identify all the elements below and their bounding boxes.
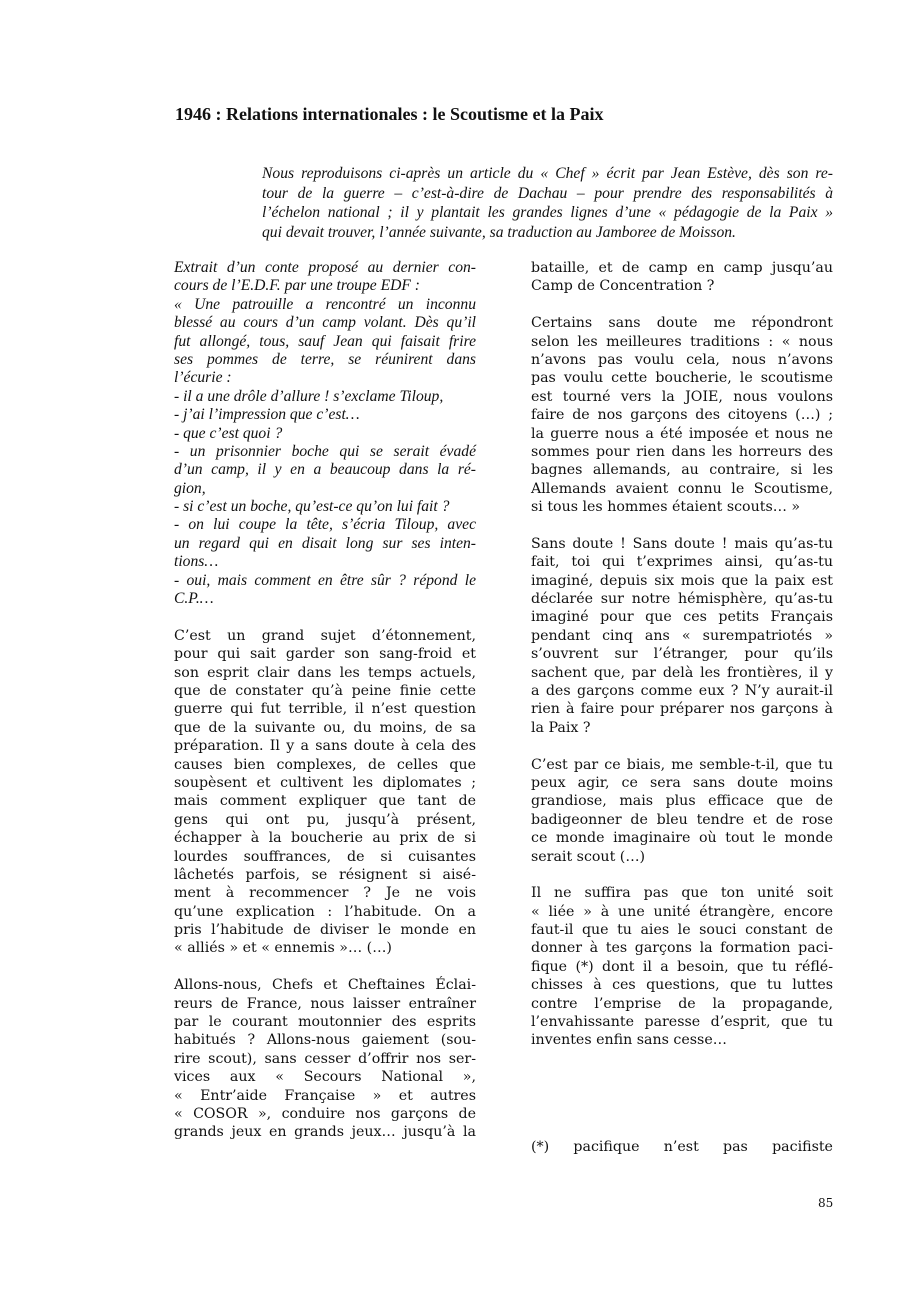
paragraph-line: Allemands avaient connu le Scoutisme, [531, 480, 833, 497]
footnote-marker: (*) [531, 1139, 550, 1155]
paragraph-line: préparation. Il y a sans doute à cela des [174, 738, 476, 755]
paragraph-line: la guerre nous a été imposée et nous ne [531, 425, 833, 442]
paragraph-line: fique (*) dont il a besoin, que tu réflé- [531, 958, 833, 975]
paragraph-line: est tourné vers la JOIE, nous voulons [531, 388, 833, 405]
excerpt-line: - on lui coupe la tête, s’écria Tiloup, avec [174, 516, 476, 534]
footnote-word: pacifiste [772, 1139, 833, 1155]
paragraph [531, 884, 833, 1050]
paragraph-line: ce monde imaginaire où tout le monde [531, 830, 833, 847]
paragraph-line: grandiose, mais plus efficace que de [531, 793, 833, 810]
footnote [531, 1139, 833, 1155]
paragraph-line: imaginé, depuis six mois que la paix est [531, 572, 833, 589]
paragraph-line: pendant cinq ans « surempatriotés » [531, 627, 833, 644]
paragraph-line: que de la suivante ou, du moins, de sa [174, 719, 476, 736]
paragraph-line: n’avons pas voulu cela, nous n’avons [531, 351, 833, 368]
paragraph-line: gens qui ont pu, jusqu’à présent, [174, 811, 476, 828]
excerpt-line: - un prisonnier boche qui se serait évadé [174, 442, 476, 460]
paragraph-line: « COSOR », conduire nos garçons de [174, 1105, 476, 1122]
paragraph-line: C’est un grand sujet d’étonnement, [174, 627, 476, 644]
paragraph-line: lourdes souffrances, de si cuisantes [174, 848, 476, 865]
paragraph [174, 627, 476, 958]
paragraph-line: rien à faire pour préparer nos garçons à [531, 701, 833, 718]
paragraph [174, 976, 476, 1142]
excerpt-line: tions… [174, 553, 219, 571]
paragraph-line: imaginé pour que ces petits Français [531, 609, 833, 626]
paragraph-line: badigeonner de bleu tendre et de rose [531, 811, 833, 828]
paragraph-line: faire de nos garçons des citoyens (…) ; [531, 407, 833, 424]
paragraph-line: habitués ? Allons-nous gaiement (sou- [174, 1032, 476, 1049]
excerpt-line: C.P.… [174, 590, 214, 608]
paragraph-line: fait, toi qui t’exprimes ainsi, qu’as-tu [531, 554, 833, 571]
paragraph-line: pris l’habitude de diviser le monde en [174, 922, 476, 939]
intro-note [262, 164, 833, 242]
paragraph-line: l’envahissante paresse d’esprit, que tu [531, 1014, 833, 1031]
paragraph-line: pas voulu cette boucherie, le scoutisme [531, 370, 833, 387]
paragraph-line: échapper à la boucherie au prix de si [174, 830, 476, 847]
paragraph [531, 259, 833, 296]
excerpt-line: - que c’est quoi ? [174, 424, 283, 442]
paragraph-line: s’ouvrent sur l’étranger, pour qu’ils [531, 646, 833, 663]
excerpt-line: « Une patrouille a rencontré un inconnu [174, 295, 476, 313]
paragraph-line: Allons-nous, Chefs et Cheftaines Éclai- [174, 977, 476, 994]
right-column [531, 259, 833, 1050]
intro-line: tour de la guerre – c’est-à-dire de Dachau – pour prendre des responsabilités à [262, 184, 833, 202]
paragraph-line: contre l’emprise de la propagande, [531, 995, 833, 1012]
intro-line: Nous reproduisons ci-après un article du « Chef » écrit par Jean Estève, dès son re- [262, 165, 833, 182]
paragraph-line: bagnes allemands, au contraire, si les [531, 462, 833, 479]
excerpt-line: un regard qui en disait long sur ses inten- [174, 534, 476, 552]
paragraph-line: soupèsent et cultivent les diplomates ; [174, 774, 476, 791]
footnote-word: pas [723, 1139, 748, 1155]
paragraph-line: peux agir, ce sera sans doute moins [531, 774, 833, 791]
paragraph-line: lâchetés parfois, se résignent si aisé- [174, 866, 476, 883]
paragraph-line: reurs de France, nous laisser entraîner [174, 995, 476, 1012]
excerpt-line: fut allongé, tous, sauf Jean qui faisait frire [174, 332, 476, 350]
paragraph-line: selon les meilleures traditions : « nous [531, 333, 833, 350]
paragraph-line: Il ne suffira pas que ton unité soit [531, 885, 833, 902]
paragraph-line: sommes pour rien dans les horreurs des [531, 443, 833, 460]
intro-line: l’échelon national ; il y plantait les grandes lignes d’une « pédagogie de la Paix » [262, 204, 833, 221]
paragraph-line: C’est par ce biais, me semble-t-il, que tu [531, 756, 833, 773]
excerpt-line: Extrait d’un conte proposé au dernier con- [174, 259, 476, 276]
excerpt-line: d’un camp, il y en a beaucoup dans la ré- [174, 461, 476, 479]
excerpt-line: gion, [174, 479, 206, 497]
footnote-word: n’est [663, 1139, 699, 1155]
paragraph-line: pour qui sait garder son sang-froid et [174, 646, 476, 663]
footnote-word: pacifique [573, 1139, 640, 1155]
paragraph-line: mais comment expliquer que tant de [174, 793, 476, 810]
paragraph-line: « liée » à une unité étrangère, encore [531, 903, 833, 920]
paragraph-line: chisses à ces questions, que tu luttes [531, 977, 833, 994]
paragraph-line: si tous les hommes étaient scouts… » [531, 499, 801, 516]
paragraph-line: « Entr’aide Française » et autres [174, 1087, 476, 1104]
paragraph-line: faut-il que tu aies le souci constant de [531, 922, 833, 939]
paragraph-line: causes bien complexes, de celles que [174, 756, 476, 773]
page-number: 85 [818, 1196, 834, 1210]
paragraph-line: serait scout (…) [531, 848, 646, 865]
paragraph-line: inventes enfin sans cesse… [531, 1032, 727, 1049]
paragraph [531, 756, 833, 866]
excerpt-line: - si c’est un boche, qu’est-ce qu’on lui fait ? [174, 498, 450, 516]
paragraph-line: Certains sans doute me répondront [531, 315, 833, 332]
paragraph-line: qu’une explication : l’habitude. On a [174, 903, 476, 920]
paragraph [531, 535, 833, 737]
paragraph-line: grands jeux en grands jeux… jusqu’à la [174, 1124, 476, 1141]
excerpt-line: ses pommes de terre, se réunirent dans [174, 350, 476, 368]
paragraph [531, 314, 833, 516]
excerpt-line: blessé au cours d’un camp volant. Dès qu’il [174, 314, 476, 332]
page-title: 1946 : Relations internationales : le Scoutisme et la Paix [175, 104, 604, 124]
paragraph-line: bataille, et de camp en camp jusqu’au [531, 260, 833, 276]
paragraph-line: ment à recommencer ? Je ne vois [174, 885, 476, 902]
paragraph-line: sachent que, par delà les frontières, il y [531, 664, 833, 681]
paragraph-line: « alliés » et « ennemis »… (…) [174, 940, 392, 957]
intro-line: qui devait trouver, l’année suivante, sa traduction au Jamboree de Moisson. [262, 223, 736, 241]
paragraph-line: par le courant moutonnier des esprits [174, 1014, 476, 1031]
paragraph-line: donner à tes garçons la formation paci- [531, 940, 833, 957]
paragraph-line: vices aux « Secours National », [174, 1069, 476, 1086]
excerpt-line: cours de l’E.D.F. par une troupe EDF : [174, 277, 420, 295]
excerpt-quote [174, 259, 476, 608]
excerpt-line: - j’ai l’impression que c’est… [174, 406, 360, 424]
paragraph-line: que de constater qu’à peine finie cette [174, 682, 476, 699]
paragraph-line: Camp de Concentration ? [531, 278, 715, 295]
paragraph-line: la Paix ? [531, 719, 591, 736]
paragraph-line: Sans doute ! Sans doute ! mais qu’as-tu [531, 535, 833, 552]
excerpt-line: - il a une drôle d’allure ! s’exclame Tiloup, [174, 387, 444, 405]
paragraph-line: rire scout), sans cesser d’offrir nos ser- [174, 1050, 476, 1067]
paragraph-line: son esprit clair dans les temps actuels, [174, 664, 476, 681]
paragraph-line: guerre qui fut terrible, il n’est question [174, 701, 476, 718]
paragraph-line: déclarée sur notre hémisphère, qu’as-tu [531, 591, 833, 608]
excerpt-line: - oui, mais comment en être sûr ? répond le [174, 571, 476, 589]
excerpt-line: l’écurie : [174, 369, 232, 387]
left-column [174, 259, 476, 1142]
paragraph-line: a des garçons comme eux ? N’y aurait-il [531, 682, 833, 699]
